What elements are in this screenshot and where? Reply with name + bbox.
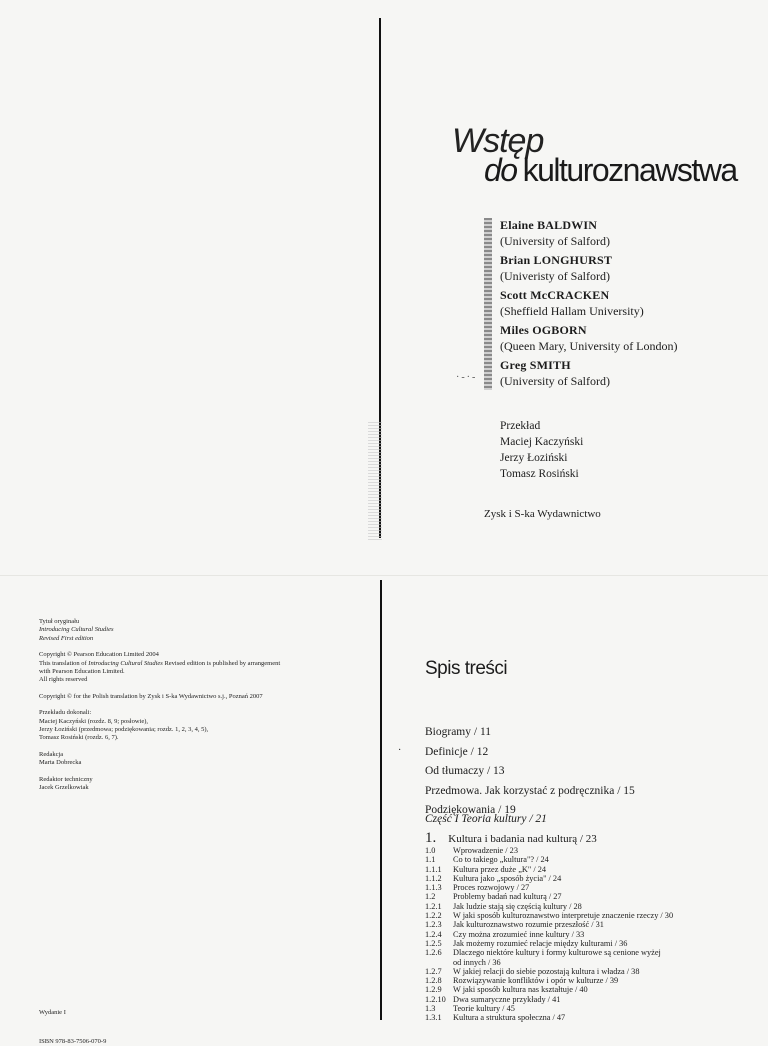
section-title: Jak możemy rozumieć relacje między kulturami / 36 [453,938,628,948]
section-title: Problemy badań nad kulturą / 27 [453,892,562,902]
toc-section-row [425,1013,673,1022]
toc-section-row [425,892,673,901]
toc-section-row [425,976,673,985]
chapter-heading [425,830,597,847]
author-name: Brian LONGHURST [500,253,613,267]
section-number [425,958,453,967]
section-title: Kultura jako „sposób życia" / 24 [453,873,562,883]
toc-section-row [425,865,673,874]
translator-name: Tomasz Rosiński [500,468,579,480]
author-list [500,218,678,393]
copyright-line: All rights reserved [39,676,88,684]
author-name: Scott McCRACKEN [500,288,610,302]
section-number: 1.2.8 [425,976,442,986]
toc-entry: Od tłumaczy / 13 [425,765,505,778]
section-number: 1.2.6 [425,948,442,958]
copyright-line: with Pearson Education Limited. [39,668,125,676]
copyright-notice [39,651,359,685]
translation-credit: Maciej Kaczyński (rozdz. 8, 9; posłowie), [39,717,149,725]
section-title: od innych / 36 [453,957,501,967]
section-number: 1.1.1 [425,864,442,874]
translators-block [500,418,583,482]
section-number: 1.1 [425,855,436,865]
book-title-line1: Wstęp [452,122,544,160]
edition-label: Wydanie I [39,1009,66,1016]
copyright-block [39,618,359,1045]
book-title-prefix: do [484,152,517,188]
author-name: Miles OGBORN [500,323,587,337]
toc-section-row [425,855,673,864]
publisher-name: Zysk i S-ka Wydawnictwo [484,508,601,520]
section-number: 1.3 [425,1004,436,1014]
toc-entry: Biogramy / 11 [425,726,492,738]
translation-credits-label: Przekładu dokonali: [39,709,92,717]
author-entry [500,288,678,319]
section-title: Dwa sumaryczne przykłady / 41 [453,994,561,1004]
toc-section-row [425,985,673,994]
translation-credit: Jerzy Łoziński (przedmowa; podziękowania; rozdz. 1, 2, 3, 4, 5), [39,726,209,734]
translation-credits [39,709,359,743]
section-title: Jak kulturoznawstwo rozumie przeszłość / 31 [453,920,604,930]
section-number: 1.2.1 [425,901,442,911]
tech-editor-credit [39,776,359,793]
author-entry [500,253,678,284]
author-entry [500,323,678,354]
scan-speckle: ·-·- [456,372,478,383]
translator-name: Jerzy Łoziński [500,452,568,464]
chapter-number: 1. [425,830,437,846]
spine-shadow [368,420,382,540]
original-edition: Revised First edition [39,634,94,642]
toc-section-row [425,846,673,855]
author-affiliation: (Univeristy of Salford) [500,269,610,283]
chapter-title: Kultura i badania nad kulturą / 23 [448,833,597,845]
toc-section-row [425,1004,673,1013]
toc-entry: Podziękowania / 19 [425,804,516,817]
editor-credit [39,751,359,768]
section-list [425,846,673,1023]
section-number: 1.2.5 [425,938,442,948]
original-title: Introducing Cultural Studies [39,626,114,634]
author-affiliation: (Queen Mary, University of London) [500,339,678,353]
section-title: Dlaczego niektóre kultury i formy kulturowe są cenione wyżej [453,948,661,958]
section-title: W jaki sposób kulturoznawstwo interpretuje znaczenie rzeczy / 30 [453,911,674,921]
author-name: Greg SMITH [500,358,571,372]
section-title: Jak ludzie stają się częścią kultury / 28 [453,901,582,911]
section-number: 1.2.7 [425,966,442,976]
translation-credit: Tomasz Rosiński (rozdz. 6, 7). [39,734,119,742]
toc-section-row [425,902,673,911]
section-number: 1.0 [425,846,436,855]
section-title: W jaki sposób kultura nas kształtuje / 40 [453,985,588,995]
front-matter-list [425,723,635,821]
author-entry [500,218,678,249]
section-number: 1.1.3 [425,883,442,893]
author-name: Elaine BALDWIN [500,218,598,232]
toc-section-row [425,958,673,967]
toc-section-row [425,911,673,920]
section-number: 1.2.9 [425,985,442,995]
toc-section-row [425,948,673,957]
toc-section-row [425,874,673,883]
section-title: Proces rozwojowy / 27 [453,883,530,893]
section-title: Wprowadzenie / 23 [453,846,518,855]
isbn: ISBN 978-83-7506-070-9 [39,1038,107,1045]
original-title-label: Tytuł oryginału [39,618,80,625]
book-title-main: kulturoznawstwa [522,152,737,188]
section-title: Kultura a struktura społeczna / 47 [453,1013,566,1023]
translator-name: Maciej Kaczyński [500,436,584,448]
scan-dot: · [398,745,402,756]
section-number: 1.2.10 [425,994,446,1004]
book-title-line2 [484,152,737,189]
gutter-line [380,580,382,1020]
toc-section-row [425,939,673,948]
part-title: Część I Teoria kultury / 21 [425,813,547,825]
toc-section-row [425,967,673,976]
author-affiliation: (Sheffield Hallam University) [500,304,644,318]
section-title: W jakiej relacji do siebie pozostają kultura i władza / 38 [453,966,640,976]
contents-title: Spis treści [425,658,508,679]
authors-side-bar [484,218,492,390]
author-entry [500,358,678,389]
section-number: 1.2.4 [425,929,442,939]
section-title: Teorie kultury / 45 [453,1004,515,1014]
copyright-line: This translation of Introducing Cultural Studies Revised edition is published by arrangement [39,659,281,667]
author-affiliation: (University of Salford) [500,374,610,388]
toc-section-row [425,920,673,929]
section-number: 1.2.2 [425,911,442,921]
contents-spread [0,576,768,1045]
section-number: 1.2.3 [425,920,442,930]
toc-entry: Definicje / 12 [425,745,489,758]
tech-editor-name: Jacek Grzelkowiak [39,784,89,792]
editor-label: Redakcja [39,750,64,758]
toc-section-row [425,930,673,939]
toc-entry: Przedmowa. Jak korzystać z podręcznika / 15 [425,784,635,797]
original-title-block [39,618,359,643]
section-title: Kultura przez duże „K" / 24 [453,864,546,874]
section-title: Co to takiego „kultura"? / 24 [453,855,549,865]
translation-label: Przekład [500,420,541,432]
author-affiliation: (University of Salford) [500,234,610,248]
toc-section-row [425,995,673,1004]
tech-editor-label: Redaktor techniczny [39,775,93,783]
editor-name: Marta Dobrecka [39,759,82,767]
section-title: Rozwiązywanie konfliktów i opór w kulturze / 39 [453,976,619,986]
section-number: 1.1.2 [425,873,442,883]
toc-section-row [425,883,673,892]
copyright-polish: Copyright © for the Polish translation by Zysk i S-ka Wydawnictwo s.j., Poznań 2007 [39,692,263,700]
section-title: Czy można zrozumieć inne kultury / 33 [453,929,585,939]
section-number: 1.3.1 [425,1013,442,1023]
section-number: 1.2 [425,892,436,902]
copyright-line: Copyright © Pearson Education Limited 2004 [39,651,159,659]
